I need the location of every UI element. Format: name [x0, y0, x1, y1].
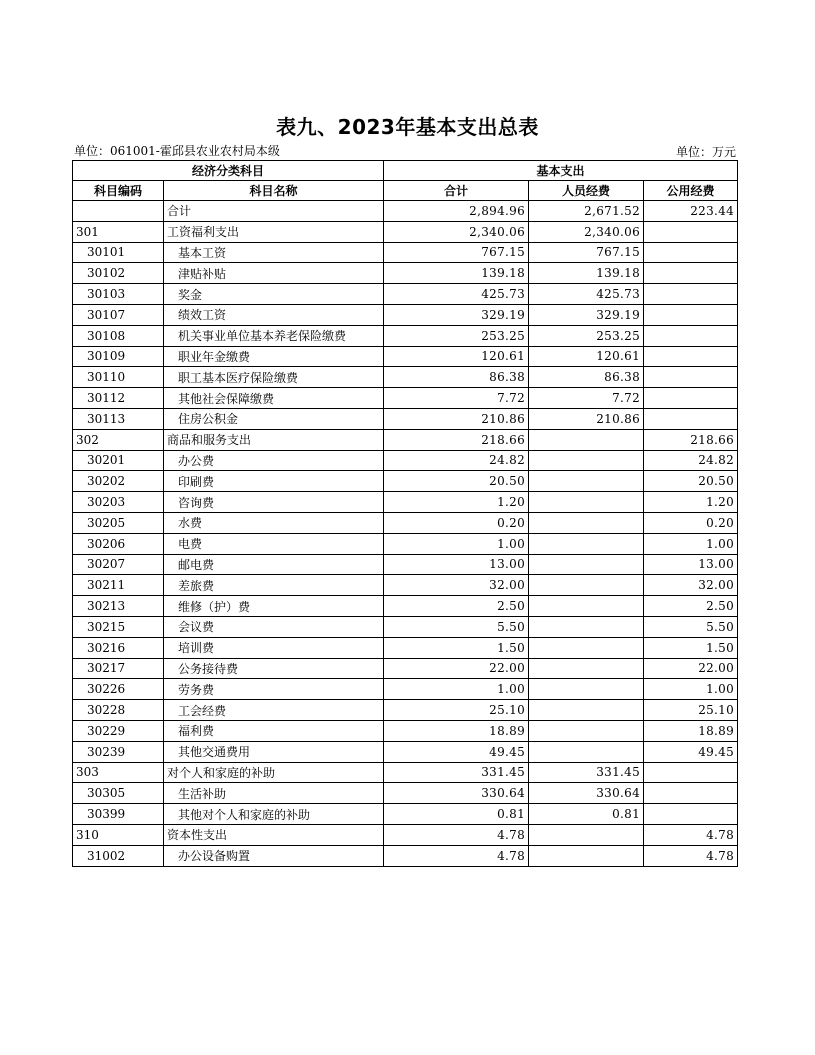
- cell-code: 30207: [73, 554, 164, 575]
- cell-name: 邮电费: [164, 554, 384, 575]
- cell-public: [644, 783, 738, 804]
- cell-name: 培训费: [164, 637, 384, 658]
- table-row: [73, 700, 738, 721]
- cell-code: 30217: [73, 658, 164, 679]
- cell-personnel: [529, 575, 644, 596]
- cell-name: 咨询费: [164, 492, 384, 513]
- cell-total: 120.61: [384, 346, 529, 367]
- cell-total: 18.89: [384, 720, 529, 741]
- cell-name: 绩效工资: [164, 304, 384, 325]
- cell-code: 30205: [73, 512, 164, 533]
- cell-name: 印刷费: [164, 471, 384, 492]
- header-basic-group: 基本支出: [384, 161, 738, 181]
- cell-total: 25.10: [384, 700, 529, 721]
- cell-name: 会议费: [164, 616, 384, 637]
- cell-total: 49.45: [384, 741, 529, 762]
- cell-name: 奖金: [164, 284, 384, 305]
- cell-code: 30112: [73, 388, 164, 409]
- cell-public: [644, 804, 738, 825]
- cell-public: [644, 346, 738, 367]
- page-title: 表九、2023年基本支出总表: [276, 115, 539, 139]
- cell-code: 30228: [73, 700, 164, 721]
- cell-public: 2.50: [644, 596, 738, 617]
- cell-name: 商品和服务支出: [164, 429, 384, 450]
- table-row: [73, 450, 738, 471]
- cell-code: 30399: [73, 804, 164, 825]
- cell-total: 24.82: [384, 450, 529, 471]
- cell-total: 331.45: [384, 762, 529, 783]
- cell-public: [644, 284, 738, 305]
- cell-total: 1.00: [384, 679, 529, 700]
- table-row: [73, 762, 738, 783]
- cell-code: 30213: [73, 596, 164, 617]
- cell-personnel: 86.38: [529, 367, 644, 388]
- cell-code: 30201: [73, 450, 164, 471]
- table-row: [73, 616, 738, 637]
- cell-personnel: 120.61: [529, 346, 644, 367]
- cell-total: 139.18: [384, 263, 529, 284]
- cell-public: 18.89: [644, 720, 738, 741]
- unit-label-left: 单位：061001-霍邱县农业农村局本级: [74, 144, 280, 158]
- table-row: [73, 284, 738, 305]
- table-row: [73, 492, 738, 513]
- table-row: [73, 471, 738, 492]
- cell-personnel: 425.73: [529, 284, 644, 305]
- cell-code: 30216: [73, 637, 164, 658]
- cell-personnel: [529, 637, 644, 658]
- cell-public: 13.00: [644, 554, 738, 575]
- cell-code: 30108: [73, 325, 164, 346]
- cell-code: 30109: [73, 346, 164, 367]
- table-row: [73, 783, 738, 804]
- cell-code: 30206: [73, 533, 164, 554]
- cell-total: 4.78: [384, 845, 529, 866]
- cell-public: 20.50: [644, 471, 738, 492]
- cell-code: 30203: [73, 492, 164, 513]
- header-personnel: 人员经费: [529, 181, 644, 201]
- table-row: [73, 346, 738, 367]
- cell-personnel: 7.72: [529, 388, 644, 409]
- cell-public: 22.00: [644, 658, 738, 679]
- cell-total: 4.78: [384, 824, 529, 845]
- table-row: [73, 221, 738, 242]
- cell-code: 30107: [73, 304, 164, 325]
- cell-public: [644, 388, 738, 409]
- cell-public: 32.00: [644, 575, 738, 596]
- cell-total: 22.00: [384, 658, 529, 679]
- table-row: [73, 408, 738, 429]
- cell-total: 32.00: [384, 575, 529, 596]
- cell-name: 其他社会保障缴费: [164, 388, 384, 409]
- cell-public: 223.44: [644, 201, 738, 222]
- table-row: [73, 824, 738, 845]
- cell-public: [644, 242, 738, 263]
- cell-code: 31002: [73, 845, 164, 866]
- table-row: [73, 596, 738, 617]
- cell-total: 329.19: [384, 304, 529, 325]
- cell-total: 1.50: [384, 637, 529, 658]
- cell-total: 210.86: [384, 408, 529, 429]
- cell-name: 办公费: [164, 450, 384, 471]
- cell-code: 30305: [73, 783, 164, 804]
- cell-name: 公务接待费: [164, 658, 384, 679]
- table-row: [73, 429, 738, 450]
- table-row: [73, 575, 738, 596]
- cell-total: 20.50: [384, 471, 529, 492]
- cell-code: 30101: [73, 242, 164, 263]
- table-row: [73, 804, 738, 825]
- cell-total: 0.20: [384, 512, 529, 533]
- cell-personnel: [529, 533, 644, 554]
- header-econ-group: 经济分类科目: [73, 161, 384, 181]
- cell-name: 职业年金缴费: [164, 346, 384, 367]
- cell-personnel: 329.19: [529, 304, 644, 325]
- cell-public: 1.00: [644, 533, 738, 554]
- cell-name: 对个人和家庭的补助: [164, 762, 384, 783]
- cell-personnel: 139.18: [529, 263, 644, 284]
- cell-total: 218.66: [384, 429, 529, 450]
- cell-code: 303: [73, 762, 164, 783]
- cell-personnel: 253.25: [529, 325, 644, 346]
- cell-code: 30226: [73, 679, 164, 700]
- cell-code: 302: [73, 429, 164, 450]
- cell-total: 2,340.06: [384, 221, 529, 242]
- cell-code: [73, 201, 164, 222]
- cell-personnel: 330.64: [529, 783, 644, 804]
- cell-code: 30113: [73, 408, 164, 429]
- cell-public: 5.50: [644, 616, 738, 637]
- cell-public: 49.45: [644, 741, 738, 762]
- cell-name: 其他对个人和家庭的补助: [164, 804, 384, 825]
- table-row: [73, 741, 738, 762]
- cell-public: 4.78: [644, 824, 738, 845]
- cell-total: 7.72: [384, 388, 529, 409]
- table-row: [73, 367, 738, 388]
- cell-public: [644, 304, 738, 325]
- cell-personnel: [529, 845, 644, 866]
- table-row: [73, 637, 738, 658]
- cell-name: 生活补助: [164, 783, 384, 804]
- cell-personnel: [529, 658, 644, 679]
- basic-expenditure-table: [72, 160, 738, 867]
- cell-total: 1.00: [384, 533, 529, 554]
- cell-personnel: [529, 596, 644, 617]
- cell-public: 4.78: [644, 845, 738, 866]
- cell-personnel: 767.15: [529, 242, 644, 263]
- cell-total: 86.38: [384, 367, 529, 388]
- cell-code: 30211: [73, 575, 164, 596]
- cell-total: 5.50: [384, 616, 529, 637]
- cell-total: 2.50: [384, 596, 529, 617]
- cell-personnel: [529, 679, 644, 700]
- cell-code: 30239: [73, 741, 164, 762]
- header-code: 科目编码: [73, 181, 164, 201]
- table-row: [73, 554, 738, 575]
- cell-name: 职工基本医疗保险缴费: [164, 367, 384, 388]
- cell-personnel: [529, 512, 644, 533]
- cell-public: 1.20: [644, 492, 738, 513]
- cell-personnel: 331.45: [529, 762, 644, 783]
- cell-total: 1.20: [384, 492, 529, 513]
- cell-code: 30202: [73, 471, 164, 492]
- unit-label-right: 单位：万元: [675, 145, 736, 159]
- table-row: [73, 201, 738, 222]
- table-row: [73, 242, 738, 263]
- cell-code: 30110: [73, 367, 164, 388]
- cell-personnel: [529, 429, 644, 450]
- cell-name: 基本工资: [164, 242, 384, 263]
- cell-total: 253.25: [384, 325, 529, 346]
- cell-code: 30102: [73, 263, 164, 284]
- cell-public: [644, 325, 738, 346]
- cell-personnel: [529, 554, 644, 575]
- header-total: 合计: [384, 181, 529, 201]
- cell-personnel: 210.86: [529, 408, 644, 429]
- cell-public: [644, 762, 738, 783]
- cell-name: 津贴补贴: [164, 263, 384, 284]
- table-row: [73, 388, 738, 409]
- cell-personnel: 2,340.06: [529, 221, 644, 242]
- cell-code: 30229: [73, 720, 164, 741]
- table-row: [73, 263, 738, 284]
- cell-name: 住房公积金: [164, 408, 384, 429]
- cell-public: 1.00: [644, 679, 738, 700]
- cell-name: 工资福利支出: [164, 221, 384, 242]
- table-row: [73, 304, 738, 325]
- cell-code: 30215: [73, 616, 164, 637]
- cell-name: 工会经费: [164, 700, 384, 721]
- cell-name: 合计: [164, 201, 384, 222]
- cell-total: 13.00: [384, 554, 529, 575]
- table-row: [73, 512, 738, 533]
- header-public: 公用经费: [644, 181, 738, 201]
- header-name: 科目名称: [164, 181, 384, 201]
- cell-name: 水费: [164, 512, 384, 533]
- cell-public: 25.10: [644, 700, 738, 721]
- cell-personnel: [529, 450, 644, 471]
- cell-personnel: [529, 824, 644, 845]
- cell-name: 劳务费: [164, 679, 384, 700]
- cell-name: 办公设备购置: [164, 845, 384, 866]
- cell-total: 425.73: [384, 284, 529, 305]
- cell-name: 电费: [164, 533, 384, 554]
- cell-public: [644, 221, 738, 242]
- cell-name: 机关事业单位基本养老保险缴费: [164, 325, 384, 346]
- cell-public: [644, 408, 738, 429]
- table-row: [73, 533, 738, 554]
- cell-name: 资本性支出: [164, 824, 384, 845]
- cell-code: 301: [73, 221, 164, 242]
- table-row: [73, 679, 738, 700]
- cell-personnel: 2,671.52: [529, 201, 644, 222]
- cell-personnel: [529, 471, 644, 492]
- cell-public: 0.20: [644, 512, 738, 533]
- cell-total: 330.64: [384, 783, 529, 804]
- cell-name: 差旅费: [164, 575, 384, 596]
- cell-total: 0.81: [384, 804, 529, 825]
- table-row: [73, 720, 738, 741]
- cell-public: 1.50: [644, 637, 738, 658]
- cell-total: 2,894.96: [384, 201, 529, 222]
- cell-public: [644, 263, 738, 284]
- cell-public: 218.66: [644, 429, 738, 450]
- cell-public: 24.82: [644, 450, 738, 471]
- cell-personnel: [529, 616, 644, 637]
- cell-personnel: [529, 700, 644, 721]
- cell-name: 维修（护）费: [164, 596, 384, 617]
- cell-personnel: [529, 741, 644, 762]
- cell-name: 其他交通费用: [164, 741, 384, 762]
- table-row: [73, 325, 738, 346]
- table-row: [73, 658, 738, 679]
- cell-code: 30103: [73, 284, 164, 305]
- cell-personnel: [529, 720, 644, 741]
- cell-total: 767.15: [384, 242, 529, 263]
- cell-public: [644, 367, 738, 388]
- cell-personnel: [529, 492, 644, 513]
- cell-name: 福利费: [164, 720, 384, 741]
- table-row: [73, 845, 738, 866]
- cell-code: 310: [73, 824, 164, 845]
- cell-personnel: 0.81: [529, 804, 644, 825]
